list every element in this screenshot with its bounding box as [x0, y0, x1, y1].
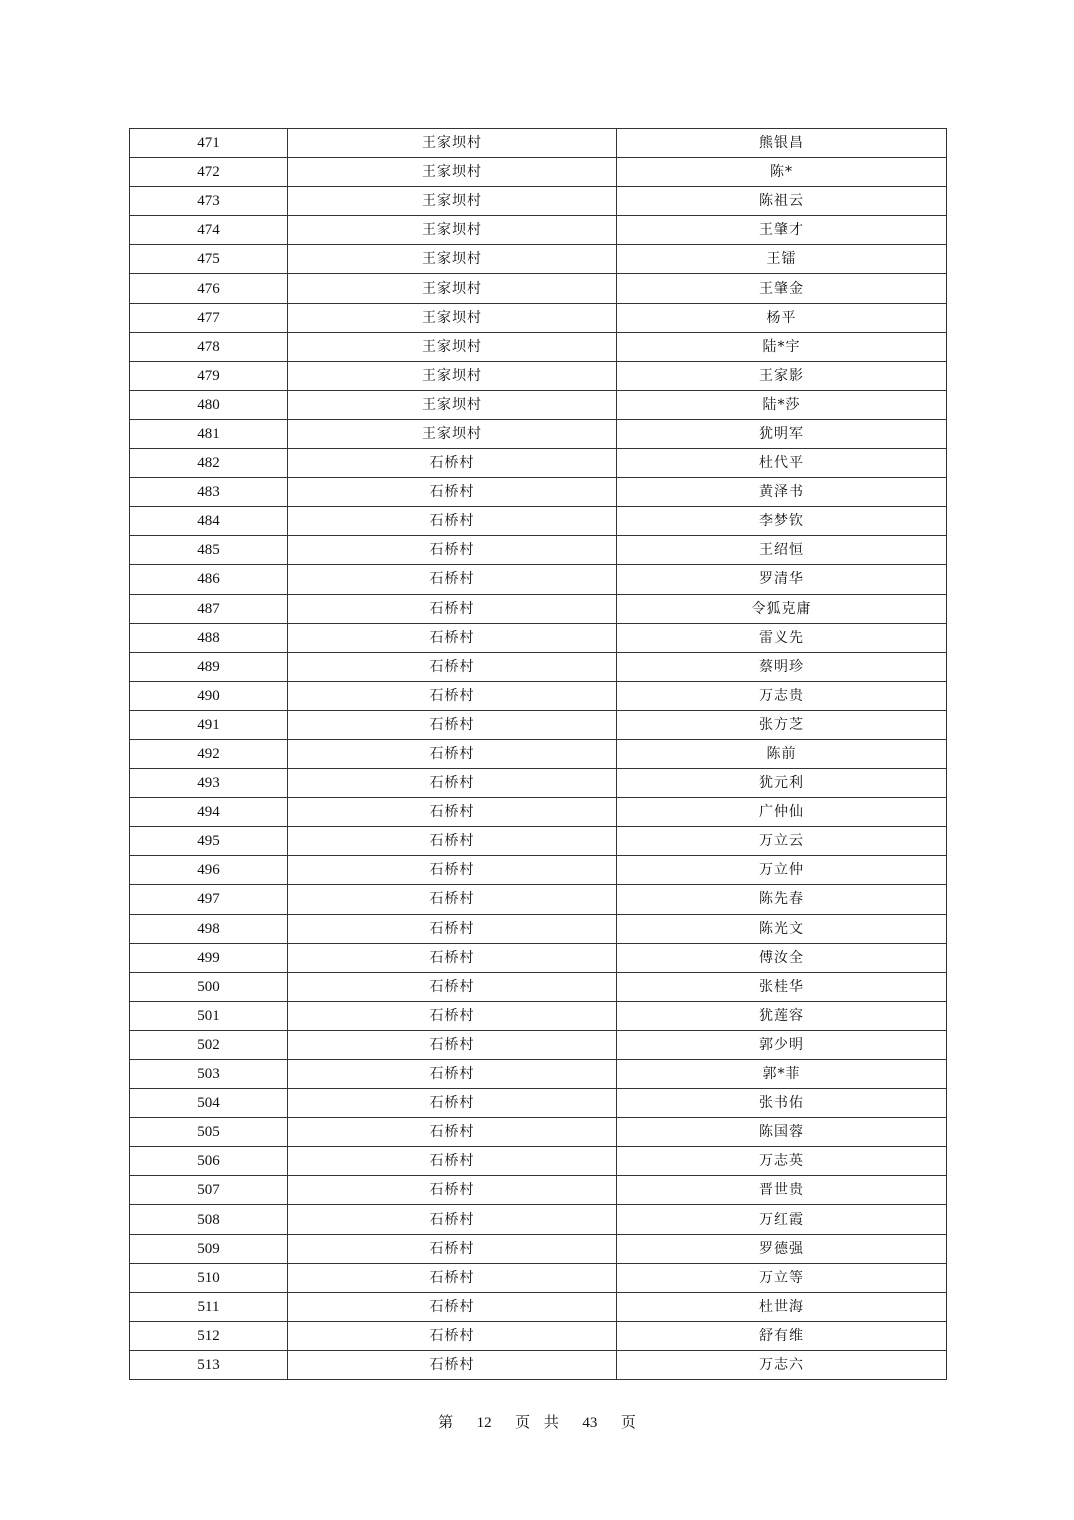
- row-number-cell: 489: [130, 652, 288, 681]
- row-number-cell: 503: [130, 1060, 288, 1089]
- village-cell: 石桥村: [288, 827, 617, 856]
- table-row: [130, 739, 947, 768]
- village-cell: 石桥村: [288, 1205, 617, 1234]
- village-cell: 石桥村: [288, 1350, 617, 1379]
- table-row: [130, 972, 947, 1001]
- name-cell: 张桂华: [617, 972, 947, 1001]
- village-cell: 石桥村: [288, 1089, 617, 1118]
- village-cell: 石桥村: [288, 536, 617, 565]
- row-number-cell: 497: [130, 885, 288, 914]
- village-cell: 石桥村: [288, 885, 617, 914]
- row-number-cell: 504: [130, 1089, 288, 1118]
- row-number-cell: 473: [130, 187, 288, 216]
- village-cell: 石桥村: [288, 623, 617, 652]
- village-cell: 石桥村: [288, 507, 617, 536]
- name-cell: 犹明军: [617, 419, 947, 448]
- table-row: [130, 449, 947, 478]
- village-cell: 石桥村: [288, 478, 617, 507]
- row-number-cell: 505: [130, 1118, 288, 1147]
- name-cell: 黄泽书: [617, 478, 947, 507]
- name-cell: 万志六: [617, 1350, 947, 1379]
- footer-prefix: 第: [438, 1415, 454, 1431]
- village-cell: 石桥村: [288, 1147, 617, 1176]
- name-cell: 陈光文: [617, 914, 947, 943]
- table-row: [130, 187, 947, 216]
- row-number-cell: 507: [130, 1176, 288, 1205]
- village-cell: 石桥村: [288, 972, 617, 1001]
- footer-current-page: 12: [476, 1415, 492, 1431]
- name-cell: 雷义先: [617, 623, 947, 652]
- name-cell: 万立仲: [617, 856, 947, 885]
- row-number-cell: 506: [130, 1147, 288, 1176]
- name-cell: 傅汝全: [617, 943, 947, 972]
- table-row: [130, 710, 947, 739]
- name-cell: 李梦钦: [617, 507, 947, 536]
- record-table-body: [130, 129, 947, 1380]
- table-row: [130, 594, 947, 623]
- village-cell: 石桥村: [288, 1321, 617, 1350]
- village-cell: 王家坝村: [288, 274, 617, 303]
- row-number-cell: 493: [130, 769, 288, 798]
- table-row: [130, 856, 947, 885]
- village-cell: 王家坝村: [288, 129, 617, 158]
- name-cell: 陈*: [617, 158, 947, 187]
- row-number-cell: 513: [130, 1350, 288, 1379]
- village-cell: 石桥村: [288, 652, 617, 681]
- table-row: [130, 1176, 947, 1205]
- row-number-cell: 490: [130, 681, 288, 710]
- village-cell: 王家坝村: [288, 187, 617, 216]
- name-cell: 罗德强: [617, 1234, 947, 1263]
- footer-total-pages: 43: [582, 1415, 598, 1431]
- name-cell: 陈前: [617, 739, 947, 768]
- name-cell: 广仲仙: [617, 798, 947, 827]
- row-number-cell: 509: [130, 1234, 288, 1263]
- village-cell: 石桥村: [288, 739, 617, 768]
- row-number-cell: 477: [130, 303, 288, 332]
- table-row: [130, 565, 947, 594]
- row-number-cell: 494: [130, 798, 288, 827]
- table-row: [130, 1234, 947, 1263]
- name-cell: 王家影: [617, 361, 947, 390]
- table-row: [130, 681, 947, 710]
- village-cell: 王家坝村: [288, 390, 617, 419]
- name-cell: 陈祖云: [617, 187, 947, 216]
- name-cell: 杜代平: [617, 449, 947, 478]
- name-cell: 张书佑: [617, 1089, 947, 1118]
- table-row: [130, 1205, 947, 1234]
- table-row: [130, 158, 947, 187]
- table-row: [130, 623, 947, 652]
- village-cell: 石桥村: [288, 565, 617, 594]
- name-cell: 舒有维: [617, 1321, 947, 1350]
- name-cell: 陆*莎: [617, 390, 947, 419]
- village-cell: 石桥村: [288, 769, 617, 798]
- table-row: [130, 274, 947, 303]
- row-number-cell: 471: [130, 129, 288, 158]
- footer-suffix: 页: [620, 1415, 636, 1431]
- table-row: [130, 1350, 947, 1379]
- village-cell: 王家坝村: [288, 303, 617, 332]
- village-cell: 石桥村: [288, 710, 617, 739]
- village-cell: 石桥村: [288, 1060, 617, 1089]
- name-cell: 张方芝: [617, 710, 947, 739]
- village-cell: 王家坝村: [288, 216, 617, 245]
- table-row: [130, 1030, 947, 1059]
- footer-middle: 页 共: [515, 1415, 559, 1431]
- row-number-cell: 476: [130, 274, 288, 303]
- row-number-cell: 496: [130, 856, 288, 885]
- table-row: [130, 129, 947, 158]
- village-cell: 石桥村: [288, 1001, 617, 1030]
- name-cell: 万志英: [617, 1147, 947, 1176]
- row-number-cell: 499: [130, 943, 288, 972]
- name-cell: 万志贵: [617, 681, 947, 710]
- table-row: [130, 914, 947, 943]
- name-cell: 犹元利: [617, 769, 947, 798]
- table-row: [130, 769, 947, 798]
- table-row: [130, 245, 947, 274]
- row-number-cell: 488: [130, 623, 288, 652]
- table-row: [130, 390, 947, 419]
- name-cell: 令狐克庸: [617, 594, 947, 623]
- record-table: [129, 128, 947, 1380]
- name-cell: 蔡明珍: [617, 652, 947, 681]
- village-cell: 石桥村: [288, 798, 617, 827]
- table-row: [130, 507, 947, 536]
- row-number-cell: 508: [130, 1205, 288, 1234]
- name-cell: 王肇才: [617, 216, 947, 245]
- table-row: [130, 943, 947, 972]
- name-cell: 王肇金: [617, 274, 947, 303]
- name-cell: 万立等: [617, 1263, 947, 1292]
- row-number-cell: 487: [130, 594, 288, 623]
- row-number-cell: 512: [130, 1321, 288, 1350]
- village-cell: 石桥村: [288, 914, 617, 943]
- table-row: [130, 1060, 947, 1089]
- village-cell: 石桥村: [288, 856, 617, 885]
- village-cell: 王家坝村: [288, 332, 617, 361]
- table-row: [130, 216, 947, 245]
- village-cell: 王家坝村: [288, 361, 617, 390]
- village-cell: 石桥村: [288, 1118, 617, 1147]
- village-cell: 王家坝村: [288, 419, 617, 448]
- name-cell: 晋世贵: [617, 1176, 947, 1205]
- village-cell: 石桥村: [288, 1263, 617, 1292]
- row-number-cell: 483: [130, 478, 288, 507]
- row-number-cell: 510: [130, 1263, 288, 1292]
- table-row: [130, 303, 947, 332]
- name-cell: 杨平: [617, 303, 947, 332]
- row-number-cell: 492: [130, 739, 288, 768]
- village-cell: 石桥村: [288, 1030, 617, 1059]
- row-number-cell: 474: [130, 216, 288, 245]
- table-row: [130, 1147, 947, 1176]
- row-number-cell: 485: [130, 536, 288, 565]
- table-row: [130, 1321, 947, 1350]
- page-footer: [0, 1411, 1074, 1432]
- name-cell: 万红霞: [617, 1205, 947, 1234]
- table-row: [130, 1263, 947, 1292]
- row-number-cell: 480: [130, 390, 288, 419]
- table-row: [130, 652, 947, 681]
- table-row: [130, 332, 947, 361]
- name-cell: 王绍恒: [617, 536, 947, 565]
- row-number-cell: 502: [130, 1030, 288, 1059]
- table-row: [130, 536, 947, 565]
- row-number-cell: 479: [130, 361, 288, 390]
- name-cell: 杜世海: [617, 1292, 947, 1321]
- village-cell: 王家坝村: [288, 158, 617, 187]
- name-cell: 犹莲容: [617, 1001, 947, 1030]
- village-cell: 石桥村: [288, 594, 617, 623]
- row-number-cell: 500: [130, 972, 288, 1001]
- row-number-cell: 484: [130, 507, 288, 536]
- table-row: [130, 1089, 947, 1118]
- table-row: [130, 1118, 947, 1147]
- name-cell: 陈国蓉: [617, 1118, 947, 1147]
- village-cell: 石桥村: [288, 943, 617, 972]
- table-row: [130, 478, 947, 507]
- name-cell: 陈先春: [617, 885, 947, 914]
- table-row: [130, 1292, 947, 1321]
- row-number-cell: 478: [130, 332, 288, 361]
- row-number-cell: 491: [130, 710, 288, 739]
- village-cell: 石桥村: [288, 1292, 617, 1321]
- name-cell: 陆*宇: [617, 332, 947, 361]
- table-row: [130, 1001, 947, 1030]
- row-number-cell: 511: [130, 1292, 288, 1321]
- table-row: [130, 419, 947, 448]
- name-cell: 郭少明: [617, 1030, 947, 1059]
- row-number-cell: 475: [130, 245, 288, 274]
- row-number-cell: 481: [130, 419, 288, 448]
- name-cell: 万立云: [617, 827, 947, 856]
- name-cell: 王镭: [617, 245, 947, 274]
- village-cell: 石桥村: [288, 681, 617, 710]
- row-number-cell: 498: [130, 914, 288, 943]
- table-row: [130, 361, 947, 390]
- table-row: [130, 827, 947, 856]
- row-number-cell: 495: [130, 827, 288, 856]
- name-cell: 罗清华: [617, 565, 947, 594]
- village-cell: 王家坝村: [288, 245, 617, 274]
- row-number-cell: 482: [130, 449, 288, 478]
- village-cell: 石桥村: [288, 1176, 617, 1205]
- table-row: [130, 885, 947, 914]
- row-number-cell: 472: [130, 158, 288, 187]
- row-number-cell: 486: [130, 565, 288, 594]
- village-cell: 石桥村: [288, 449, 617, 478]
- village-cell: 石桥村: [288, 1234, 617, 1263]
- name-cell: 熊银昌: [617, 129, 947, 158]
- name-cell: 郭*菲: [617, 1060, 947, 1089]
- row-number-cell: 501: [130, 1001, 288, 1030]
- table-row: [130, 798, 947, 827]
